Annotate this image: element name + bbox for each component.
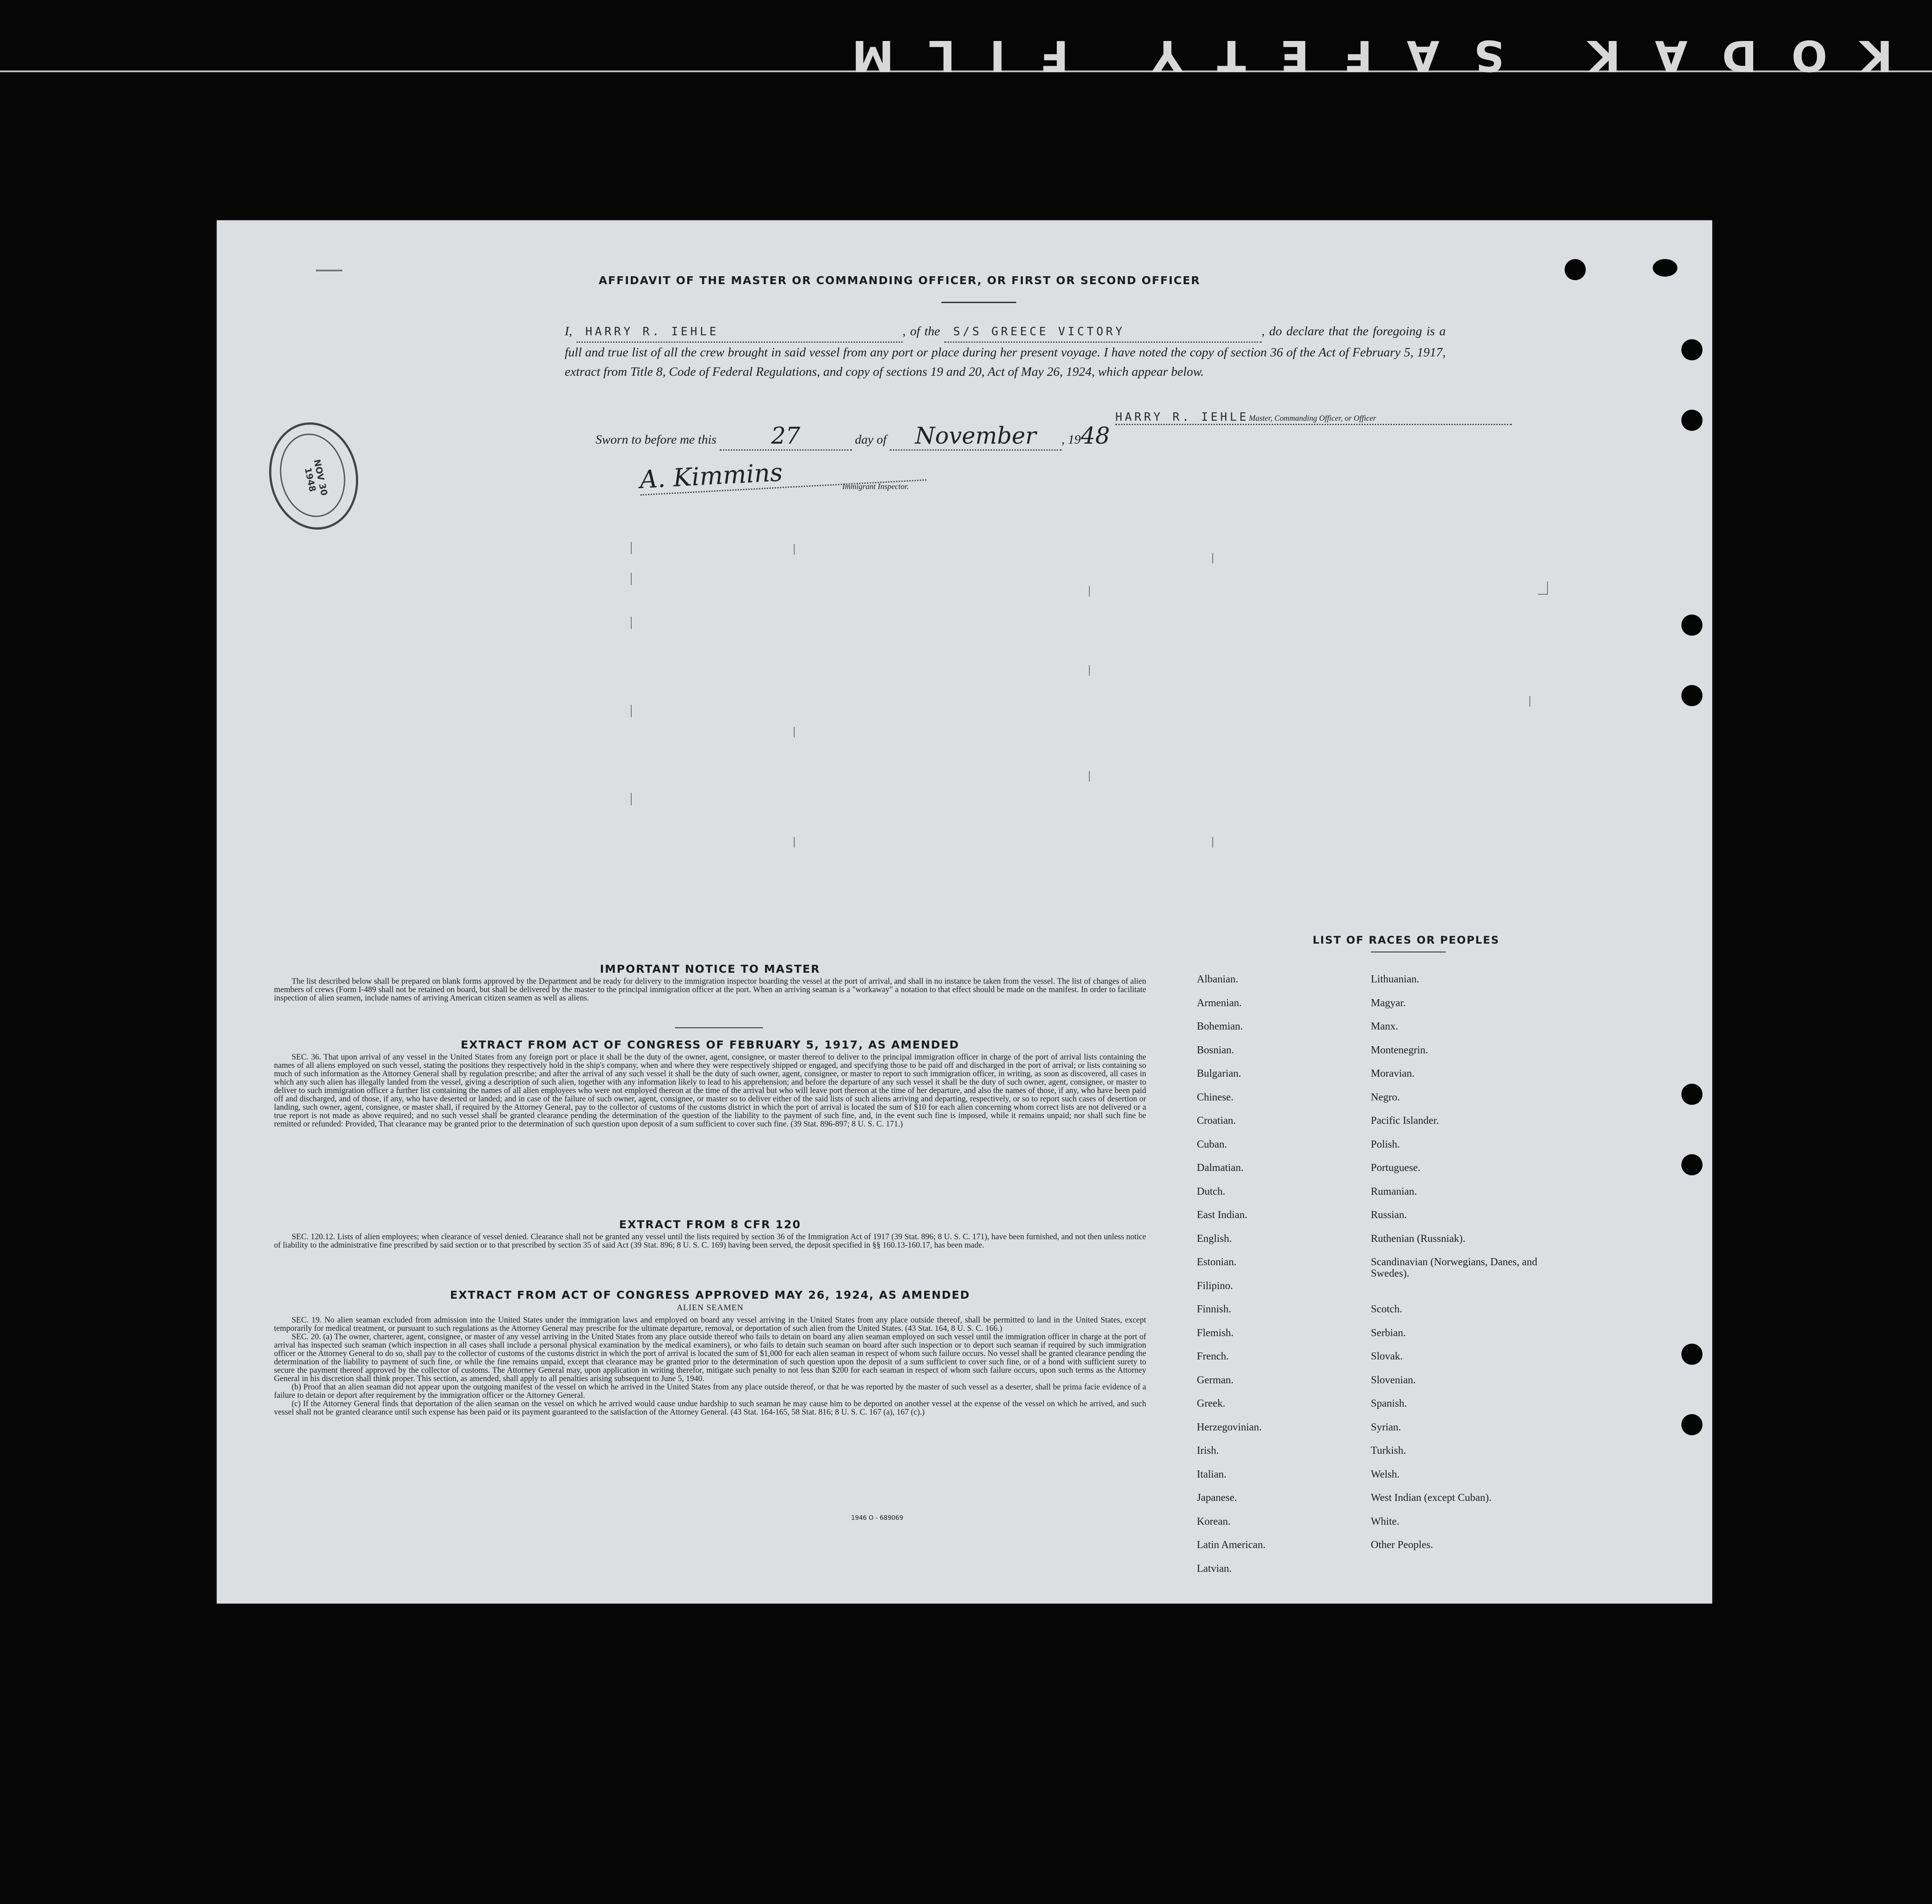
extract-1924-para: (b) Proof that an alien seaman did not appear upon the outgoing manifest of the vessel on which he arrived in the United States from any place outside thereof, or that he was reported by the master of such vessel as a deserter, shall be prima facie evidence of a failure to detain or deport after requirement by the immigration officer or the Attorney General. bbox=[274, 1383, 1146, 1400]
guide-tick bbox=[1089, 665, 1090, 676]
race-item: Syrian. bbox=[1371, 1421, 1401, 1433]
race-item: Greek. bbox=[1197, 1398, 1225, 1409]
guide-tick bbox=[631, 793, 632, 805]
punch-hole bbox=[1565, 259, 1586, 280]
extract-1924-title: EXTRACT FROM ACT OF CONGRESS APPROVED MAY 26, 1924, AS AMENDED bbox=[450, 1289, 970, 1301]
punch-hole bbox=[1681, 339, 1703, 360]
affidavit-pre-name: I, bbox=[565, 324, 572, 338]
race-item: Slovenian. bbox=[1371, 1374, 1416, 1386]
extract-cfr-text: SEC. 120.12. Lists of alien employees; when clearance of vessel denied. Clearance shall not be granted any vessel until the lists required by section 36 of the Immigration Act of 1917 (39 Stat. 896; 8 U. S. C. 171), have been furnished, and not then unless notice of liability to the administrative fine prescribed by said section or to that prescribed by section 35 of said Act (39 Stat. 896; 8 U. S. C. 169) having been served, the deposit specified in §§ 160.13-160.17, has been made. bbox=[274, 1233, 1146, 1250]
master-name-field: HARRY R. IEHLE bbox=[577, 322, 903, 343]
race-item: French. bbox=[1197, 1351, 1229, 1362]
extract-1924-para: (c) If the Attorney General finds that deportation of the alien seaman on the vessel on which he arrived would cause undue hardship to such seaman he may cause him to be deported on another vessel at the expense of the vessel on which he arrived, and such vessel shall not be granted clearance until such expense has been paid or its payment guaranteed to the satisfaction of the Attorney General. (43 Stat. 164-165, 58 Stat. 816; 8 U. S. C. 167 (a), 167 (c).) bbox=[274, 1400, 1146, 1417]
race-item: Scandinavian (Norwegians, Danes, and Swedes). bbox=[1371, 1256, 1537, 1279]
race-item: Korean. bbox=[1197, 1515, 1231, 1527]
race-item: Moravian. bbox=[1371, 1068, 1415, 1079]
race-item: Finnish. bbox=[1197, 1304, 1232, 1315]
race-item: Manx. bbox=[1371, 1021, 1398, 1032]
races-column-1 bbox=[1197, 974, 1266, 1586]
extract-1924-para: SEC. 20. (a) The owner, charterer, agent, consignee, or master of any vessel arriving in the United States from any place outside thereof who fails to detain on board any alien seaman employed on such vessel until the immigration officer in charge at the port of arrival has inspected such seaman (which inspection in all cases shall include a personal physical examination by the medical examiners), or who fails to detain such seaman on board after such inspection or to deport such seaman if required by such immigration officer or the Attorney General to do so, shall pay to the collector of customs of the customs district in which the port of arrival is located the sum of $1,000 for each alien seaman in respect of whom such failure occurs. No vessel shall be granted clearance pending the determination of the liability to payment of such fine, or while the fine remains unpaid, except that clearance may be granted prior to the determination of such question upon the deposit of a sum sufficient to cover such fine, or of a bond with sufficient surety to secure the payment thereof approved by the collector of customs. The Attorney General may, upon application in writing therefor, mitigate such penalty to not less than $200 for each seaman in respect of whom such failure occurs, upon such terms as the Attorney General in his discretion shall think proper. This section, as amended, shall apply to all penalties arising subsequent to June 5, 1940. bbox=[274, 1333, 1146, 1383]
race-item: Portuguese. bbox=[1371, 1162, 1421, 1174]
title-rule bbox=[941, 302, 1016, 303]
affidavit-body: that the foregoing is a full and true list of all the crew brought in said vessel from any port or place during her present voyage. I have noted the copy of section 36 of the Act of February 5, 1917, extract from Title 8, Code of Federal Regulations, and copy of sections 19 and 20, Act of May 26, 1924, which appear below. bbox=[565, 324, 1446, 379]
punch-hole bbox=[1681, 1414, 1703, 1435]
race-item: White. bbox=[1371, 1515, 1399, 1527]
sworn-label: Sworn to before me this bbox=[596, 433, 717, 447]
race-item: Armenian. bbox=[1197, 997, 1242, 1009]
guide-tick bbox=[1529, 696, 1530, 707]
race-item: Serbian. bbox=[1371, 1327, 1406, 1339]
guide-tick bbox=[1212, 553, 1213, 563]
race-item: Bosnian. bbox=[1197, 1044, 1234, 1056]
stamp-date: NOV 30 1948 bbox=[303, 458, 330, 497]
guide-tick bbox=[631, 573, 632, 585]
race-item: Russian. bbox=[1371, 1209, 1407, 1221]
race-item: Dalmatian. bbox=[1197, 1162, 1244, 1174]
extract-cfr-title: EXTRACT FROM 8 CFR 120 bbox=[619, 1218, 801, 1231]
inspector-title: Immigrant Inspector. bbox=[842, 482, 909, 491]
vessel-name-field: S/S GREECE VICTORY bbox=[944, 322, 1262, 343]
race-item: Italian. bbox=[1197, 1468, 1227, 1480]
race-item: West Indian (except Cuban). bbox=[1371, 1492, 1492, 1504]
sworn-month-field: November bbox=[890, 423, 1062, 451]
punch-hole bbox=[1681, 685, 1703, 706]
race-item: Dutch. bbox=[1197, 1185, 1225, 1197]
affidavit-title: AFFIDAVIT OF THE MASTER OR COMMANDING OFFICER, OR FIRST OR SECOND OFFICER bbox=[598, 274, 1201, 287]
race-item: German. bbox=[1197, 1374, 1234, 1386]
race-item: English. bbox=[1197, 1233, 1232, 1245]
day-of-label: day of bbox=[855, 433, 887, 447]
guide-tick bbox=[1212, 837, 1213, 848]
race-item: Welsh. bbox=[1371, 1468, 1400, 1480]
extract-cfr bbox=[274, 1220, 1146, 1250]
affidavit-do-declare: , do declare bbox=[1262, 324, 1325, 338]
race-item: Rumanian. bbox=[1371, 1185, 1417, 1197]
race-item: Albanian. bbox=[1197, 974, 1238, 985]
race-item: Bohemian. bbox=[1197, 1021, 1243, 1032]
guide-tick bbox=[794, 837, 795, 848]
race-item: Scotch. bbox=[1371, 1304, 1403, 1315]
extract-1924-subtitle: ALIEN SEAMEN bbox=[677, 1303, 744, 1312]
extract-1917 bbox=[274, 1038, 1146, 1129]
guide-tick bbox=[1547, 582, 1548, 594]
race-item: Irish. bbox=[1197, 1445, 1219, 1456]
important-notice-text: The list described below shall be prepared on blank forms approved by the Department and be ready for delivery to the immigration inspector boarding the vessel at the port of arrival, and shall in no instance be taken from the vessel. The list of changes of alien members of crews (Form I-489 shall not be retained on board, but shall be delivered by the master to the principal immigration officer at the port. When an arriving seaman is a "workaway" a notation to that effect should be made on the manifest. In order to facilitate inspection of alien seamen, include names of arriving American citizen seamen as well as aliens. bbox=[274, 977, 1146, 1003]
race-item: Other Peoples. bbox=[1371, 1539, 1433, 1551]
guide-tick bbox=[1089, 771, 1090, 782]
race-item: Japanese. bbox=[1197, 1492, 1237, 1504]
affidavit-declaration bbox=[565, 322, 1446, 382]
race-item: Slovak. bbox=[1371, 1351, 1403, 1362]
race-item: Herzegovinian. bbox=[1197, 1421, 1262, 1433]
extract-1924-para: SEC. 19. No alien seaman excluded from admission into the United States under the immigration laws and employed on board any vessel arriving in the United States from any place outside thereof, shall be permitted to land in the United States, except temporarily for medical treatment, or pursuant to such regulations as the Attorney General may prescribe for the ultimate departure, removal, or deportation of such alien from the United States. (43 Stat. 164, 8 U. S. C. 166.) bbox=[274, 1316, 1146, 1333]
guide-tick bbox=[631, 542, 632, 554]
master-signature-title: Master, Commanding Officer, or Officer bbox=[1249, 414, 1377, 422]
races-title: LIST OF RACES OR PEOPLES bbox=[1312, 934, 1500, 946]
important-notice-title: IMPORTANT NOTICE TO MASTER bbox=[600, 963, 821, 975]
race-item: Estonian. bbox=[1197, 1256, 1236, 1268]
guide-tick bbox=[631, 617, 632, 629]
race-item: Croatian. bbox=[1197, 1115, 1236, 1126]
punch-hole bbox=[1681, 1084, 1703, 1105]
race-item: Polish. bbox=[1371, 1138, 1400, 1150]
race-item: Spanish. bbox=[1371, 1398, 1407, 1409]
race-item: Flemish. bbox=[1197, 1327, 1234, 1339]
punch-hole bbox=[1681, 1154, 1703, 1175]
sworn-year-field: 48 bbox=[1081, 423, 1110, 449]
race-item: Filipino. bbox=[1197, 1280, 1233, 1292]
film-edge-strip bbox=[0, 0, 1932, 101]
race-item: Latin American. bbox=[1197, 1539, 1266, 1551]
section-rule bbox=[675, 1027, 763, 1028]
extract-1917-title: EXTRACT FROM ACT OF CONGRESS OF FEBRUARY 5, 1917, AS AMENDED bbox=[460, 1038, 960, 1051]
important-notice bbox=[274, 965, 1146, 1003]
race-item: Lithuanian. bbox=[1371, 974, 1419, 985]
race-item: Ruthenian (Russniak). bbox=[1371, 1233, 1466, 1245]
punch-hole bbox=[1681, 615, 1703, 636]
guide-tick bbox=[794, 544, 795, 555]
punch-hole bbox=[1681, 1344, 1703, 1365]
inspection-stamp bbox=[259, 414, 368, 538]
race-item: Montenegrin. bbox=[1371, 1044, 1428, 1056]
race-item: Chinese. bbox=[1197, 1091, 1234, 1103]
races-column-2 bbox=[1371, 974, 1538, 1563]
year-prefix: , 19 bbox=[1061, 433, 1081, 447]
race-item: Bulgarian. bbox=[1197, 1068, 1241, 1079]
extract-1924 bbox=[274, 1291, 1146, 1417]
sworn-day-field: 27 bbox=[720, 423, 852, 451]
race-item: East Indian. bbox=[1197, 1209, 1247, 1221]
inspector-signature: A. Kimmins bbox=[639, 451, 927, 496]
race-item: Magyar. bbox=[1371, 997, 1406, 1009]
guide-tick bbox=[1538, 594, 1548, 595]
film-edge-text: KODAK SAFETY FILM bbox=[817, 31, 1892, 80]
master-signature-typed: HARRY R. IEHLE bbox=[1115, 411, 1249, 424]
punch-hole bbox=[1681, 410, 1703, 431]
dash-mark bbox=[316, 270, 342, 271]
document-page bbox=[217, 220, 1712, 1604]
affidavit-of-the: , of the bbox=[902, 324, 940, 338]
race-item: Pacific Islander. bbox=[1371, 1115, 1439, 1126]
race-item: Turkish. bbox=[1371, 1445, 1406, 1456]
guide-tick bbox=[1089, 586, 1090, 596]
guide-tick bbox=[631, 705, 632, 717]
guide-tick bbox=[794, 727, 795, 737]
extract-1917-text: SEC. 36. That upon arrival of any vessel in the United States from any foreign port or place it shall be the duty of the owner, agent, consignee, or master thereof to deliver to the principal immigration officer in charge of the port of arrival lists containing the names of all aliens employed on such vessel, stating the positions they respectively hold in the ship's company, when and where they were respectively shipped or engaged, and specifying those to be paid off and discharged in the port of arrival; or lists containing so much of such information as the Attorney General shall by regulation prescribe; and after the arrival of any such vessel it shall be the duty of such owner, agent, consignee, or master to report to such immigration officer, in writing, as soon as discovered, all cases in which any such alien has illegally landed from the vessel, giving a description of such alien, together with any information likely to lead to his apprehension; and before the departure of any such vessel it shall be the duty of such owner, agent, consignee, or master to deliver to such immigration officer a further list containing the names of all alien employees who were not employed thereon at the time of the arrival but who will leave port thereon at the time of her departure, and also the names of those, if any, who have been paid off and discharged, and of those, if any, who have deserted or landed; and in case of the failure of such owner, agent, consignee, or master so to deliver either of the said lists of such aliens arriving and departing, respectively, or so to report such cases of desertion or landing, such owner, agent, consignee, or master shall, if required by the Attorney General, pay to the collector of customs of the customs district in which the port of arrival is located the sum of $10 for each alien concerning whom correct lists are not delivered or a true report is not made as above required; and no such vessel shall be granted clearance pending the determination of the question of the liability to the payment of such fine, and, in the event such fine is imposed, while it remains unpaid; nor shall such fine be remitted or refunded: Provided, That clearance may be granted prior to the determination of such question upon deposit of a sum sufficient to cover such fine. (39 Stat. 896-897; 8 U. S. C. 171.) bbox=[274, 1053, 1146, 1129]
sworn-line bbox=[596, 423, 1203, 451]
punch-hole bbox=[1653, 259, 1677, 277]
race-item: Cuban. bbox=[1197, 1138, 1227, 1150]
race-item: Negro. bbox=[1371, 1091, 1400, 1103]
print-code: 1946 O - 689069 bbox=[851, 1515, 903, 1522]
race-item: Latvian. bbox=[1197, 1563, 1232, 1574]
